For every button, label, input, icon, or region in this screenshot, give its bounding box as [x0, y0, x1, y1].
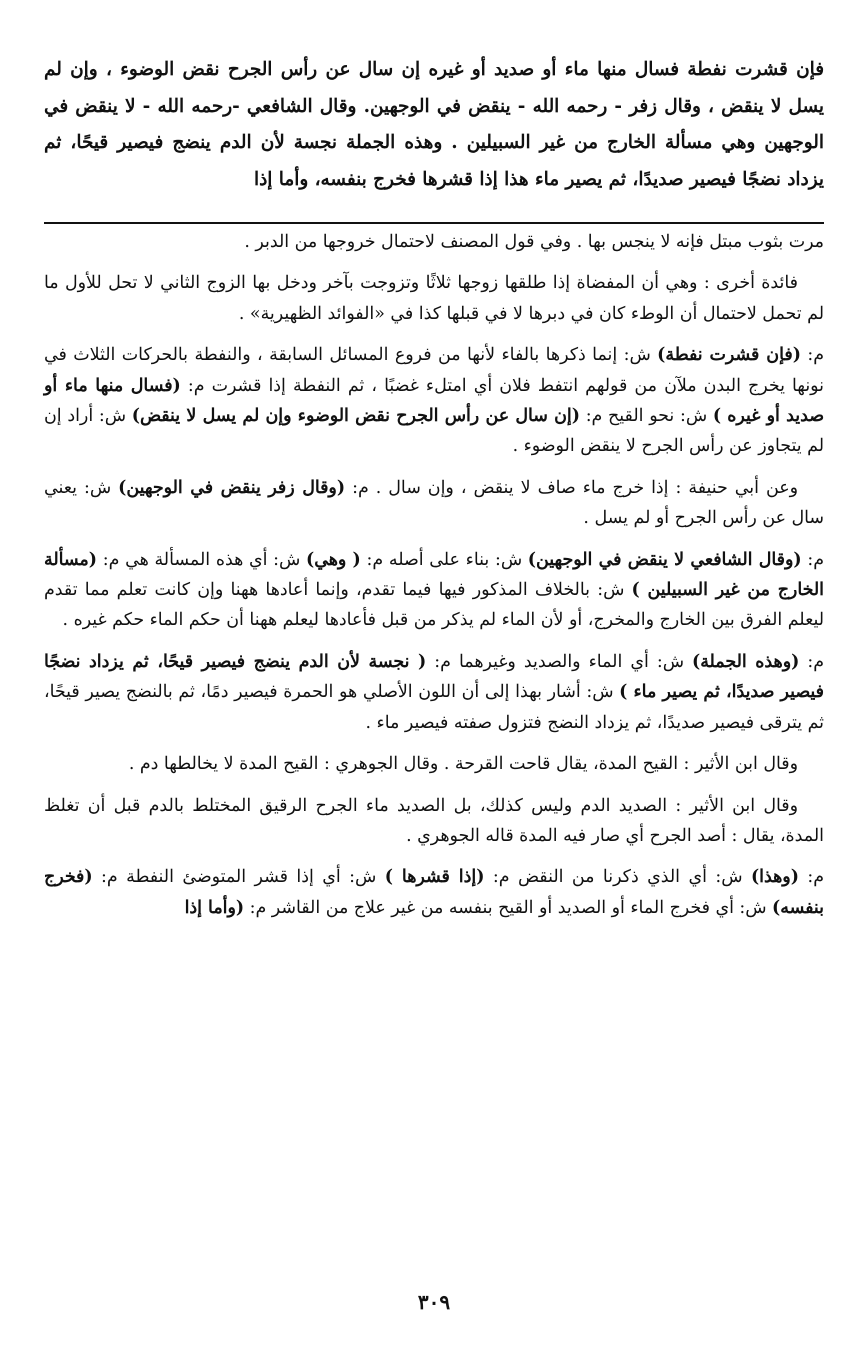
commentary-text: ش: بناء على أصله م: [360, 549, 528, 570]
commentary-text: وقال ابن الأثير : الصديد الدم وليس كذلك، بل الصديد ماء الجرح الرقيق المختلط بالدم قبل أن تغلظ المدة، يقال : أصد الجرح أي صار فيه المدة قاله الجوهري . [44, 795, 824, 846]
quoted-matn: (فخرج بنفسه) [44, 867, 824, 918]
commentary-paragraph [44, 545, 824, 636]
commentary-paragraph [44, 473, 824, 534]
commentary-text: ش: يعني سال عن رأس الجرح أو لم يسل . [44, 477, 824, 529]
quoted-matn: (مسألة الخارج من غير السبيلين ) [44, 549, 824, 601]
quoted-matn: ( وهي) [305, 549, 361, 570]
footnote-divider [44, 222, 824, 224]
quoted-matn: (وقال الشافعي لا ينقض في الوجهين) [527, 549, 802, 570]
commentary-text: م: [799, 651, 825, 672]
commentary-text: م: [798, 867, 825, 888]
quoted-matn: (فسال منها ماء أو صديد أو غيره ) [44, 375, 824, 427]
commentary-text: ش: بالخلاف المذكور فيها فيما تقدم، وإنما أعادها ههنا وإن كانت تعلم مما تقدم ليعلم الفرق بين الخارج والمخرج، أو لأن الماء لم يذكر من قبل فأعادها ليعلم ههنا أن حكم الماء حكم غيره . [44, 580, 824, 631]
commentary-text: مرت بثوب مبتل فإنه لا ينجس بها . وفي قول المصنف لاحتمال خروجها من الدبر . [244, 232, 824, 252]
quoted-matn: (وهذه الجملة) [691, 651, 800, 672]
commentary-text: ش: إنما ذكرها بالفاء لأنها من فروع المسائل السابقة ، والنفطة بالحركات الثلاث في نونها يخرج البدن ملآن من قولهم انتفط فلان أي امتلء غضبًا ، ثم النفطة إذا قشرت م: [44, 345, 824, 396]
commentary-paragraph [44, 340, 824, 462]
commentary-paragraph [44, 268, 824, 329]
commentary-text: فائدة أخرى : وهي أن المفضاة إذا طلقها زوجها ثلاثًا وتزوجت بآخر ودخل بها الزوج الثاني لا تحل للأول ما لم تحمل لاحتمال أن الوطء كان في دبرها لا في قبلها كذا في «الفوائد الظهيرية» . [44, 273, 824, 324]
commentary-text: م: [801, 549, 824, 570]
quoted-matn: (وأما إذا [184, 897, 245, 918]
main-text: فإن قشرت نفطة فسال منها ماء أو صديد أو غيره إن سال عن رأس الجرح نقض الوضوء ، وإن لم يسل لا ينقض ، وقال زفر - رحمه الله - ينقض في الوجهين. وقال الشافعي -رحمه الله - لا ينقض في الوجهين وهي مسألة الخارج من غير السبيلين . وهذه الجملة نجسة لأن الدم ينضج فيصير قيحًا، ثم يزداد نضجًا فيصير صديدًا، ثم يصير ماء هذا إذا قشرها فخرج بنفسه، وأما إذا [44, 59, 824, 190]
commentary-text: وعن أبي حنيفة : إذا خرج ماء صاف لا ينقض ، وإن سال . م: [345, 477, 798, 498]
commentary-paragraph [44, 791, 824, 852]
commentary-text: ش: أي الذي ذكرنا من النقض م: [484, 867, 751, 888]
quoted-matn: (إذا قشرها ) [384, 867, 485, 888]
quoted-matn: ( نجسة لأن الدم ينضج فيصير قيحًا، ثم يزداد نضجًا فيصير صديدًا، ثم يصير ماء ) [44, 651, 824, 703]
commentary-text: ش: أي الماء والصديد وغيرهما م: [426, 651, 692, 672]
commentary-text: وقال ابن الأثير : القيح المدة، يقال قاحت القرحة . وقال الجوهري : القيح المدة لا يخالطها دم . [128, 754, 798, 775]
commentary-paragraph [44, 862, 824, 923]
quoted-matn: (فإن قشرت نفطة) [657, 345, 801, 366]
commentary-text: ش: أشار بهذا إلى أن اللون الأصلي هو الحمرة فيصير دمًا، ثم بالنضج يصير قيحًا، ثم يترقى فيصير صديدًا، ثم يزداد النضج فتزول صفته فيصير ماء . [44, 682, 824, 733]
commentary [44, 227, 824, 923]
quoted-matn: (إن سال عن رأس الجرح نقض الوضوء وإن لم يسل لا ينقض) [131, 406, 580, 427]
quoted-matn: (وقال زفر ينقض في الوجهين) [118, 477, 346, 498]
commentary-text: م: [800, 345, 824, 366]
book-page [44, 52, 824, 1372]
commentary-paragraph [44, 749, 824, 779]
commentary-paragraph [44, 227, 824, 257]
quoted-matn: (وهذا) [750, 867, 799, 888]
commentary-text: ش: أي إذا قشر المتوضئ النفطة م: [92, 867, 385, 888]
page-number: ٣٠٩ [417, 1290, 451, 1314]
commentary-text: ش: أي فخرج الماء أو الصديد أو القيح بنفسه من غير علاج من القاشر م: [244, 897, 773, 918]
commentary-text: ش: نحو القيح م: [579, 406, 713, 427]
commentary-text: ش: أي هذه المسألة هي م: [96, 549, 306, 570]
commentary-paragraph [44, 647, 824, 738]
commentary-text: ش: أراد إن لم يتجاوز عن رأس الجرح لا ينقض الوضوء . [44, 406, 824, 457]
